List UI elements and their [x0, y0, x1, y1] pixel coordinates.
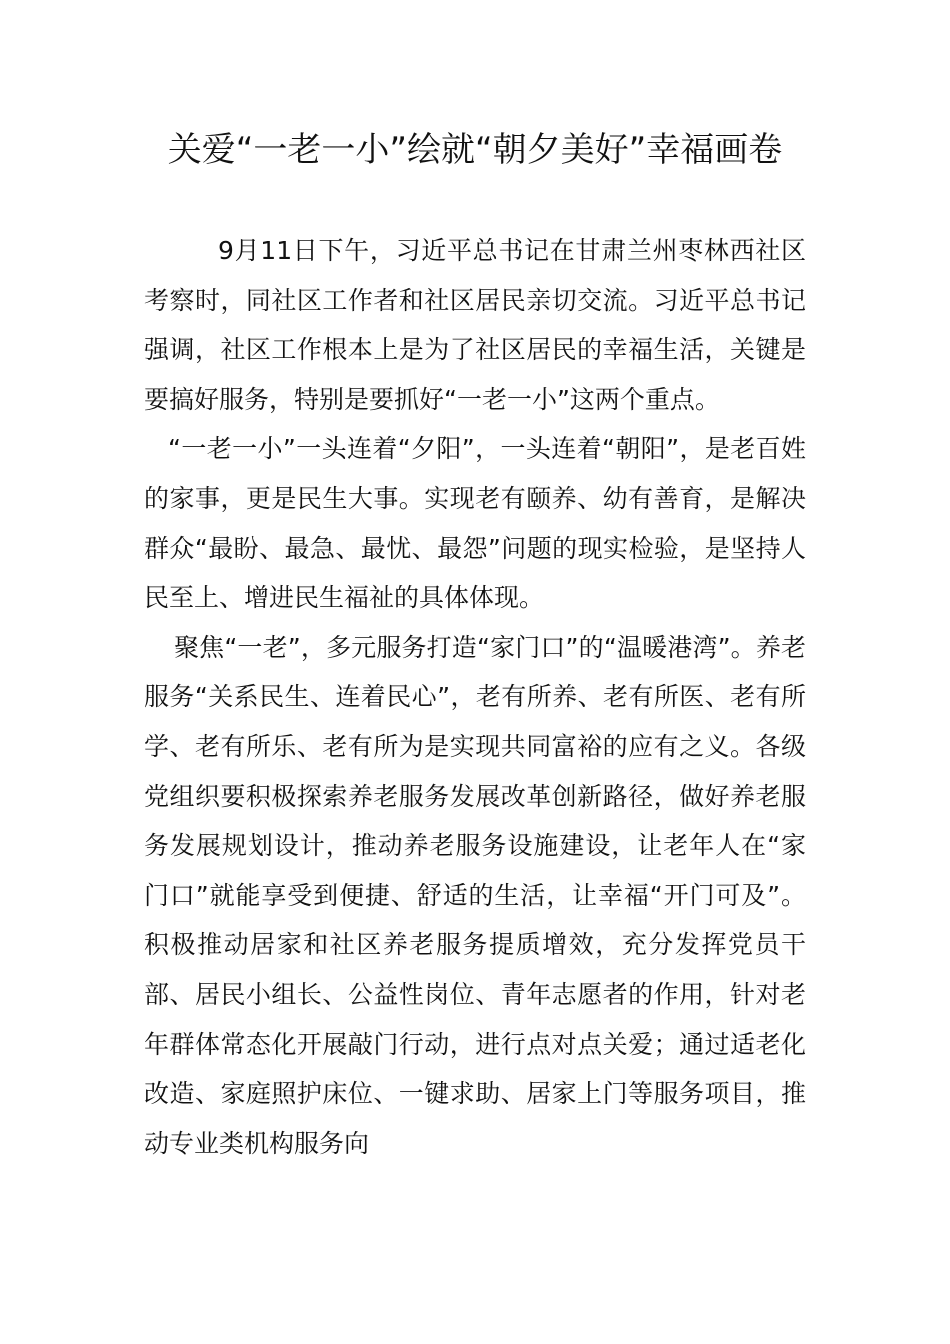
paragraph-3: 聚焦“一老”，多元服务打造“家门口”的“温暖港湾”。养老服务“关系民生、连着民心”，老有所养、老有所医、老有所学、老有所乐、老有所为是实现共同富裕的应有之义。各级党组织要积极探索养老服务发展改革创新路径，做好养老服务发展规划设计，推动养老服务设施建设，让老年人在“家门口”就能享受到便捷、舒适的生活，让幸福“开门可及”。积极推动居家和社区养老服务提质增效，充分发挥党员干部、居民小组长、公益性岗位、青年志愿者的作用，针对老年群体常态化开展敲门行动，进行点对点关爱；通过适老化改造、家庭照护床位、一键求助、居家上门等服务项目，推动专业类机构服务向 — [144, 632, 806, 1158]
document-title: 关爱“一老一小”绘就“朝夕美好”幸福画卷 — [167, 130, 783, 170]
paragraph-2: “一老一小”一头连着“夕阳”，一头连着“朝阳”，是老百姓的家事，更是民生大事。实现老有颐养、幼有善育，是解决群众“最盼、最急、最忧、最怨”问题的现实检验，是坚持人民至上、增进民生福祉的具体体现。 — [144, 434, 806, 613]
paragraph-1: 9月11日下午，习近平总书记在甘肃兰州枣林西社区考察时，同社区工作者和社区居民亲切交流。习近平总书记强调，社区工作根本上是为了社区居民的幸福生活，关键是要搞好服务，特别是要抓好“一老一小”这两个重点。 — [144, 236, 806, 414]
document-body — [144, 226, 806, 1168]
